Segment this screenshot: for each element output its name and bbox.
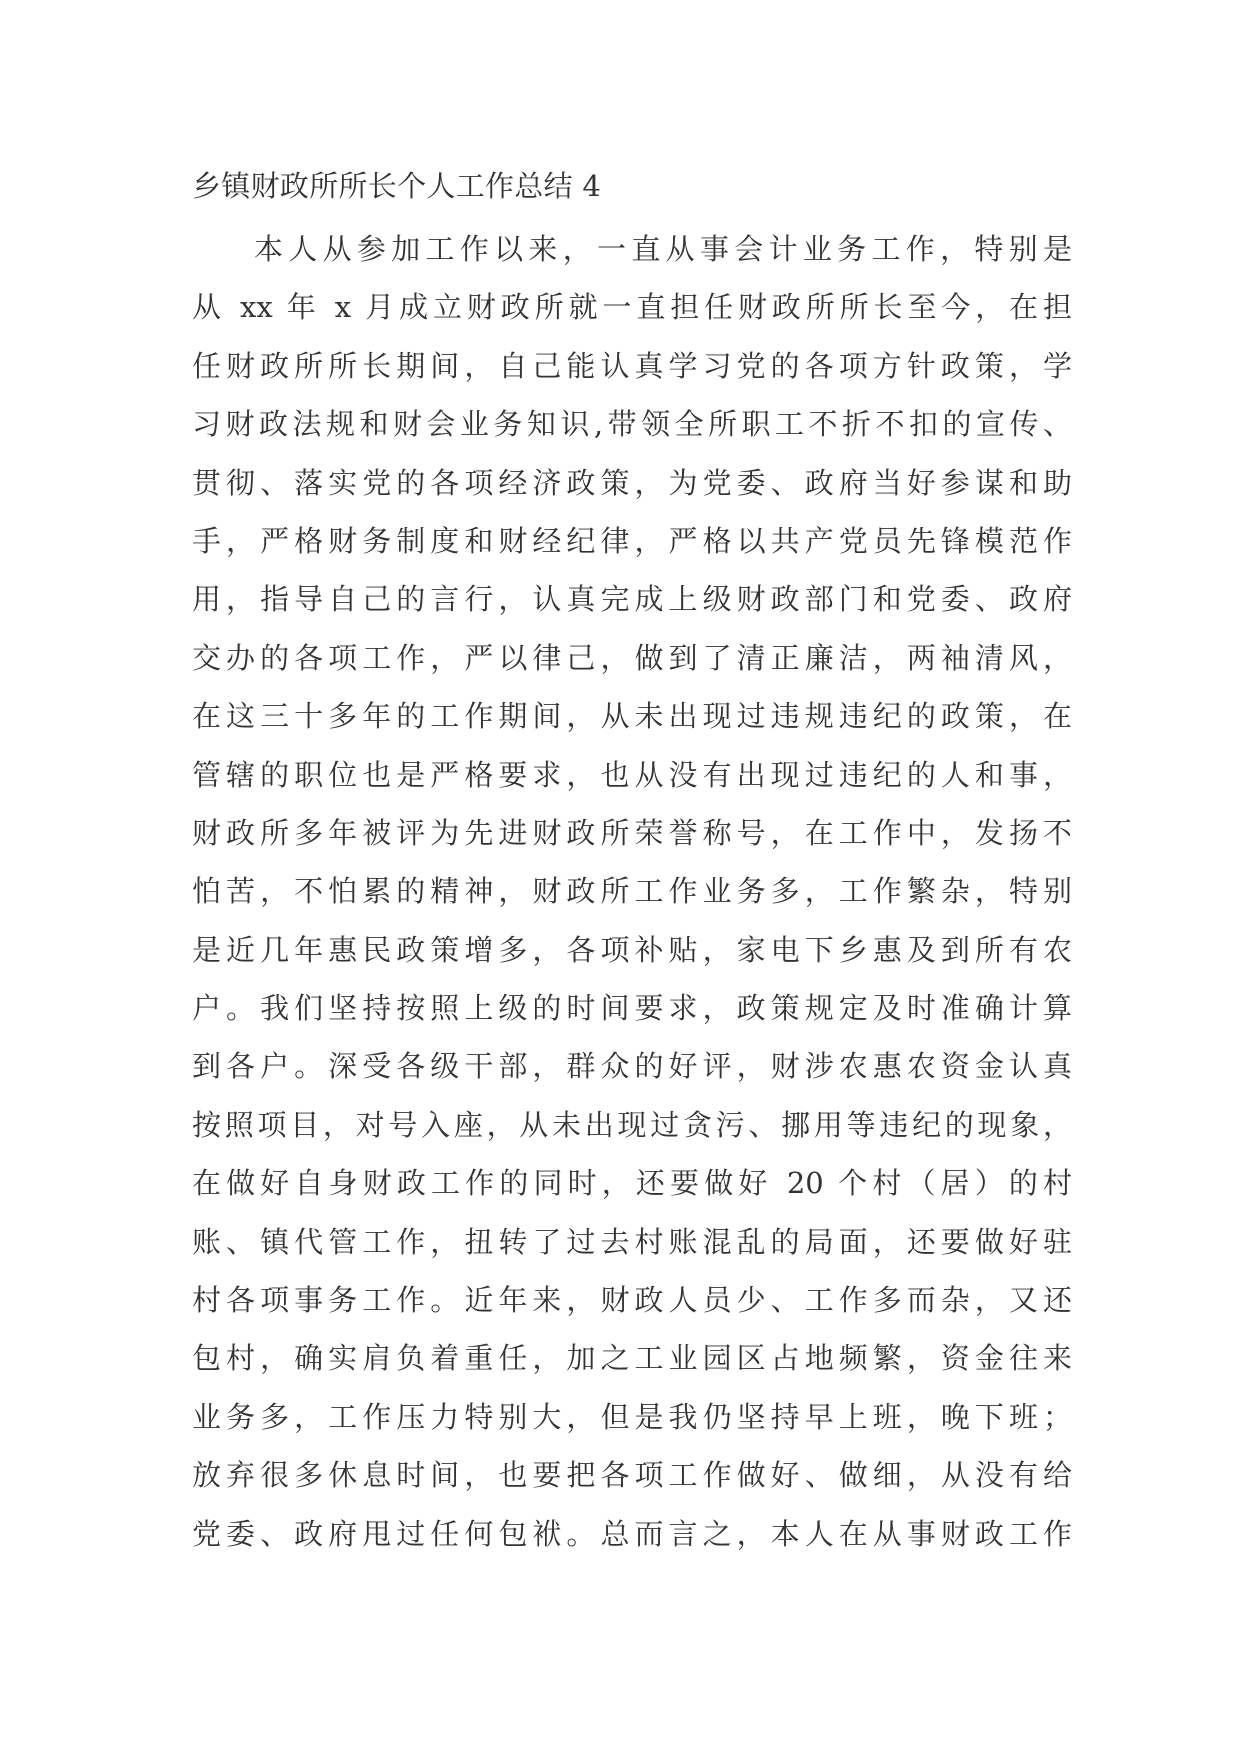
- body-line: 习财政法规和财会业务知识,带领全所职工不折不扣的宣传、: [192, 407, 1072, 442]
- body-line: 交办的各项工作，严以律己，做到了清正廉洁，两袖清风，: [192, 640, 1072, 675]
- document-title: 乡镇财政所所长个人工作总结 4: [192, 169, 602, 203]
- body-line: 到各户。深受各级干部，群众的好评，财涉农惠农资金认真: [192, 1049, 1072, 1084]
- body-line: 任财政所所长期间，自己能认真学习党的各项方针政策，学: [192, 348, 1072, 383]
- body-line: 在做好自身财政工作的同时，还要做好 20 个村（居）的村: [192, 1166, 1072, 1201]
- body-line: 怕苦，不怕累的精神，财政所工作业务多，工作繁杂，特别: [192, 874, 1072, 909]
- body-line: 是近几年惠民政策增多，各项补贴，家电下乡惠及到所有农: [192, 932, 1072, 967]
- body-line: 从 xx 年 x 月成立财政所就一直担任财政所所长至今，在担: [192, 290, 1072, 325]
- body-line: 户。我们坚持按照上级的时间要求，政策规定及时准确计算: [192, 991, 1072, 1026]
- document-body: [192, 220, 1072, 1563]
- body-line: 用，指导自己的言行，认真完成上级财政部门和党委、政府: [192, 582, 1072, 617]
- body-line: 在这三十多年的工作期间，从未出现过违规违纪的政策，在: [192, 699, 1072, 734]
- body-line: 贯彻、落实党的各项经济政策，为党委、政府当好参谋和助: [192, 465, 1072, 500]
- body-line: 业务多，工作压力特别大，但是我仍坚持早上班，晚下班；: [192, 1399, 1072, 1434]
- body-line: 本人从参加工作以来，一直从事会计业务工作，特别是: [254, 232, 1072, 266]
- body-line: 手，严格财务制度和财经纪律，严格以共产党员先锋模范作: [192, 523, 1072, 558]
- body-line: 党委、政府甩过任何包袱。总而言之，本人在从事财政工作: [192, 1516, 1072, 1551]
- body-line: 财政所多年被评为先进财政所荣誉称号，在工作中，发扬不: [192, 815, 1072, 850]
- body-line: 村各项事务工作。近年来，财政人员少、工作多而杂，又还: [192, 1283, 1072, 1318]
- body-line: 账、镇代管工作，扭转了过去村账混乱的局面，还要做好驻: [192, 1224, 1072, 1259]
- body-line: 包村，确实肩负着重任，加之工业园区占地频繁，资金往来: [192, 1341, 1072, 1376]
- body-line: 按照项目，对号入座，从未出现过贪污、挪用等违纪的现象，: [192, 1107, 1072, 1142]
- body-line: 管辖的职位也是严格要求，也从没有出现过违纪的人和事，: [192, 757, 1072, 792]
- body-line: 放弃很多休息时间，也要把各项工作做好、做细，从没有给: [192, 1458, 1072, 1493]
